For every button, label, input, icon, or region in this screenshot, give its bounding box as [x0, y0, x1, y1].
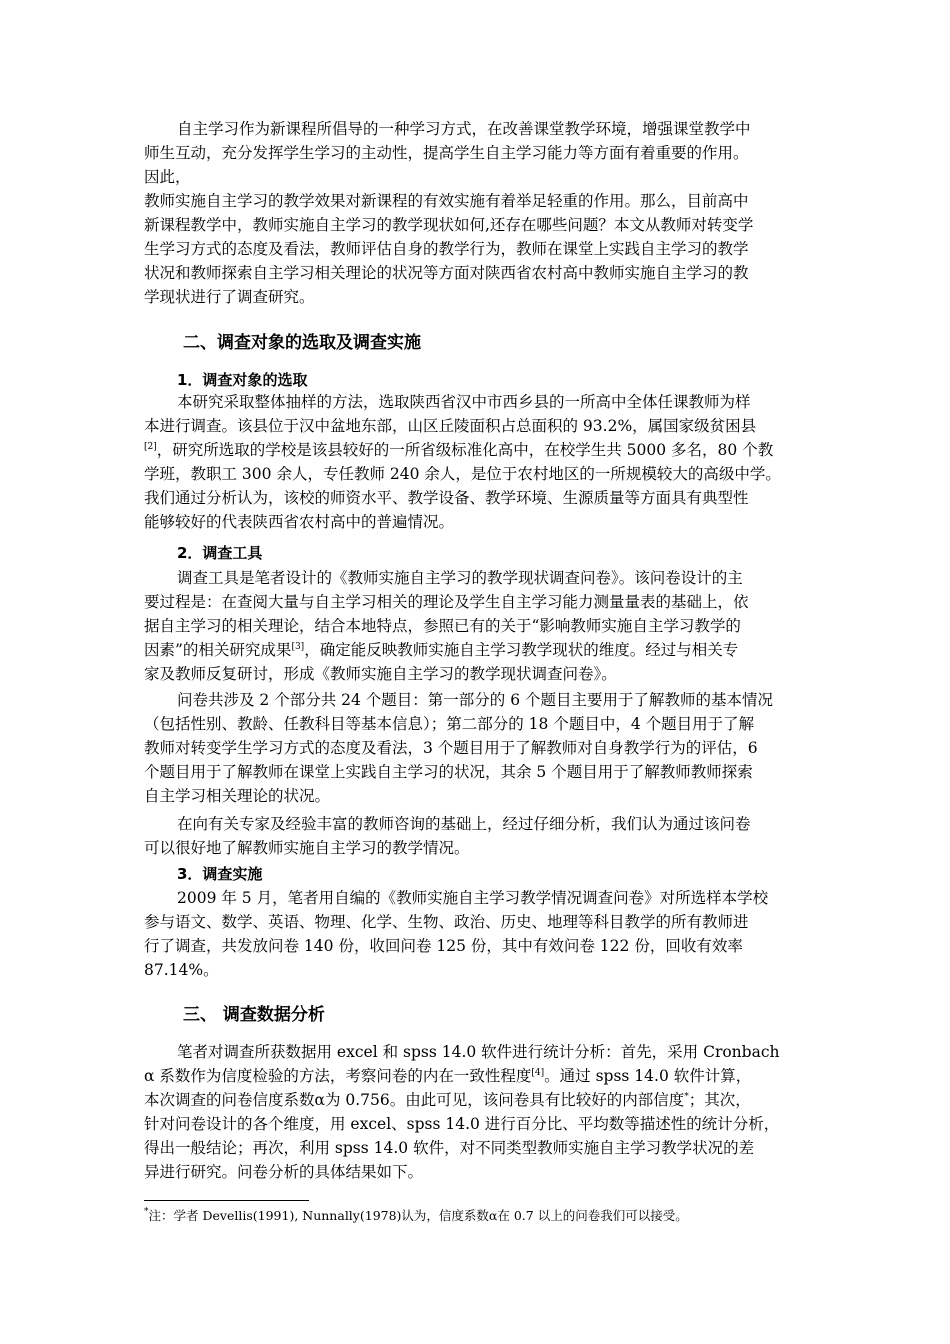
text-line: 据自主学习的相关理论，结合本地特点，参照已有的关于“影响教师实施自主学习教学的 [144, 617, 741, 635]
text-line: 要过程是：在查阅大量与自主学习相关的理论及学生自主学习能力测量量表的基础上，依 [144, 593, 749, 611]
text-segment: ；其次， [688, 1091, 751, 1109]
text-segment: 本次调查的问卷信度系数α为 0.756。由此可见，该问卷具有比较好的内部信度 [144, 1091, 685, 1109]
text-line: 能够较好的代表陕西省农村高中的普遍情况。 [144, 513, 455, 531]
text-segment: α 系数作为信度检验的方法，考察问卷的内在一致性程度 [144, 1067, 532, 1085]
citation-ref: [2] [144, 442, 157, 452]
subsection-heading: 2．调查工具 [177, 544, 263, 562]
text-line: 师生互动，充分发挥学生学习的主动性，提高学生自主学习能力等方面有着重要的作用。 [144, 144, 749, 162]
questionnaire-paragraph [144, 688, 809, 808]
text-line: （包括性别、教龄、任教科目等基本信息）；第二部分的 18 个题目中，4 个题目用于了解 [144, 715, 755, 733]
sampling-paragraph [144, 390, 809, 534]
text-line: 得出一般结论；再次，利用 spss 14.0 软件，对不同类型教师实施自主学习教学状况的差 [144, 1139, 755, 1157]
text-line: 本进行调查。该县位于汉中盆地东部，山区丘陵面积占总面积的 93.2%，属国家级贫困县 [144, 417, 757, 435]
text-line: 笔者对调查所获数据用 excel 和 spss 14.0 软件进行统计分析：首先，采用 Cronbach [177, 1043, 780, 1061]
text-line [144, 1064, 809, 1088]
text-line: 行了调查，共发放问卷 140 份，收回问卷 125 份，其中有效问卷 122 份，回收有效率 [144, 937, 743, 955]
text-line: 参与语文、数学、英语、物理、化学、生物、政治、历史、地理等科目教学的所有教师进 [144, 913, 749, 931]
text-line: 状况和教师探索自主学习相关理论的状况等方面对陕西省农村高中教师实施自主学习的教 [144, 264, 749, 282]
text-line: 学现状进行了调查研究。 [144, 288, 315, 306]
text-line: 87.14%。 [144, 961, 219, 979]
text-line: 个题目用于了解教师在课堂上实践自主学习的状况，其余 5 个题目用于了解教师教师探索 [144, 763, 753, 781]
text-line: 我们通过分析认为，该校的师资水平、教学设备、教学环境、生源质量等方面具有典型性 [144, 489, 749, 507]
section-heading: 二、调查对象的选取及调查实施 [183, 333, 421, 353]
text-line [144, 638, 809, 662]
text-line: 自主学习作为新课程所倡导的一种学习方式，在改善课堂教学环境，增强课堂教学中 [177, 120, 751, 138]
text-line: 学班，教职工 300 余人，专任教师 240 余人，是位于农村地区的一所规模较大的高级中学。 [144, 465, 781, 483]
text-line: 在向有关专家及经验丰富的教师咨询的基础上，经过仔细分析，我们认为通过该问卷 [177, 815, 751, 833]
text-line: 本研究采取整体抽样的方法，选取陕西省汉中市西乡县的一所高中全体任课教师为样 [177, 393, 751, 411]
tool-paragraph [144, 566, 809, 686]
text-line: 生学习方式的态度及看法，教师评估自身的教学行为，教师在课堂上实践自主学习的教学 [144, 240, 749, 258]
text-segment: 因素”的相关研究成果 [144, 641, 292, 659]
analysis-paragraph [144, 1040, 809, 1184]
text-line: 问卷共涉及 2 个部分共 24 个题目：第一部分的 6 个题目主要用于了解教师的基本情况 [177, 691, 774, 709]
text-line [144, 438, 809, 462]
text-line: 教师对转变学生学习方式的态度及看法，3 个题目用于了解教师对自身教学行为的评估，6 [144, 739, 758, 757]
text-line: 新课程教学中，教师实施自主学习的教学现状如何,还存在哪些问题？本文从教师对转变学 [144, 216, 754, 234]
footnote [144, 1206, 688, 1224]
text-line: 教师实施自主学习的教学效果对新课程的有效实施有着举足轻重的作用。那么，目前高中 [144, 192, 749, 210]
subsection-heading: 1．调查对象的选取 [177, 371, 308, 389]
text-line: 调查工具是笔者设计的《教师实施自主学习的教学现状调查问卷》。该问卷设计的主 [177, 569, 743, 587]
consultation-paragraph [144, 812, 809, 860]
footnote-marker: * [684, 1092, 689, 1102]
text-segment: 。通过 spss 14.0 软件计算， [544, 1067, 752, 1085]
citation-ref: [4] [531, 1068, 545, 1078]
text-segment: ，研究所选取的学校是该县较好的一所省级标准化高中，在校学生共 5000 多名，80 个教 [156, 441, 774, 459]
text-line: 异进行研究。问卷分析的具体结果如下。 [144, 1163, 424, 1181]
text-line: 2009 年 5 月，笔者用自编的《教师实施自主学习教学情况调查问卷》对所选样本学校 [177, 889, 769, 907]
text-line [144, 1088, 809, 1112]
text-line: 因此， [144, 168, 191, 186]
footnote-divider [144, 1200, 309, 1201]
text-segment: ，确定能反映教师实施自主学习教学现状的维度。经过与相关专 [304, 641, 739, 659]
text-line: 可以很好地了解教师实施自主学习的教学情况。 [144, 839, 470, 857]
text-line: 针对问卷设计的各个维度，用 excel、spss 14.0 进行百分比、平均数等描述性的统计分析， [144, 1115, 780, 1133]
footnote-text: 注：学者 Devellis(1991), Nunnally(1978)认为，信度系数α在 0.7 以上的问卷我们可以接受。 [148, 1208, 688, 1223]
intro-paragraph [144, 117, 809, 309]
text-line: 家及教师反复研讨，形成《教师实施自主学习的教学现状调查问卷》。 [144, 665, 617, 683]
footnote-marker: * [144, 1207, 149, 1217]
implementation-paragraph [144, 886, 809, 982]
text-line: 自主学习相关理论的状况。 [144, 787, 331, 805]
citation-ref: [3] [291, 642, 305, 652]
subsection-heading: 3．调查实施 [177, 865, 263, 883]
section-heading: 三、 调查数据分析 [183, 1005, 325, 1025]
